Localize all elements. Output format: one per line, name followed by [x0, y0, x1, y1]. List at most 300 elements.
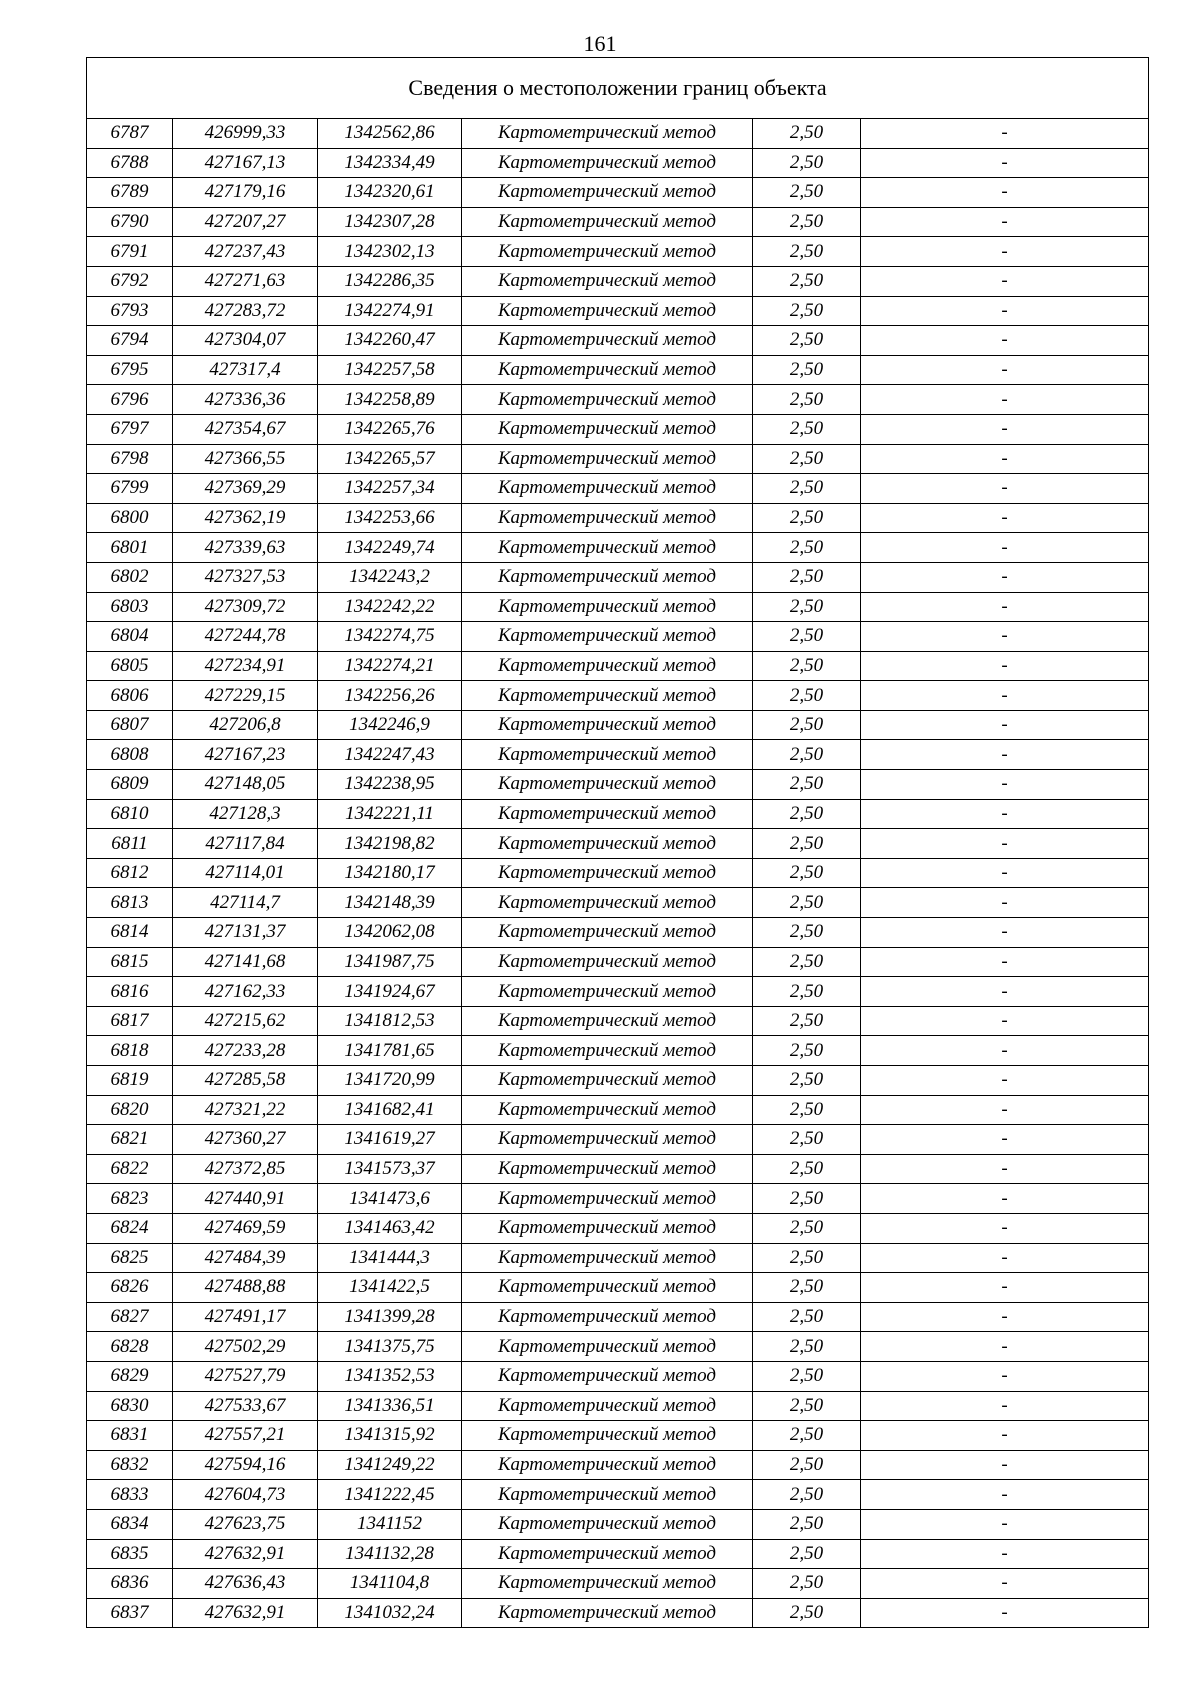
point-number-cell: 6793 [87, 296, 173, 326]
x-coordinate-cell: 427114,7 [173, 888, 318, 918]
accuracy-cell: 2,50 [753, 1273, 861, 1303]
y-coordinate-cell: 1342148,39 [318, 888, 462, 918]
accuracy-cell: 2,50 [753, 1184, 861, 1214]
accuracy-cell: 2,50 [753, 799, 861, 829]
method-cell: Картометрический метод [462, 858, 753, 888]
method-cell: Картометрический метод [462, 1480, 753, 1510]
point-number-cell: 6795 [87, 355, 173, 385]
y-coordinate-cell: 1342265,57 [318, 444, 462, 474]
method-cell: Картометрический метод [462, 1450, 753, 1480]
y-coordinate-cell: 1341222,45 [318, 1480, 462, 1510]
accuracy-cell: 2,50 [753, 592, 861, 622]
x-coordinate-cell: 427327,53 [173, 562, 318, 592]
point-number-cell: 6809 [87, 770, 173, 800]
y-coordinate-cell: 1342062,08 [318, 918, 462, 948]
x-coordinate-cell: 427233,28 [173, 1036, 318, 1066]
method-cell: Картометрический метод [462, 592, 753, 622]
accuracy-cell: 2,50 [753, 503, 861, 533]
point-number-cell: 6792 [87, 266, 173, 296]
point-number-cell: 6826 [87, 1273, 173, 1303]
description-cell: - [861, 977, 1149, 1007]
description-cell: - [861, 1421, 1149, 1451]
y-coordinate-cell: 1341473,6 [318, 1184, 462, 1214]
x-coordinate-cell: 427117,84 [173, 829, 318, 859]
x-coordinate-cell: 427285,58 [173, 1066, 318, 1096]
accuracy-cell: 2,50 [753, 947, 861, 977]
method-cell: Картометрический метод [462, 829, 753, 859]
y-coordinate-cell: 1341352,53 [318, 1361, 462, 1391]
y-coordinate-cell: 1342221,11 [318, 799, 462, 829]
method-cell: Картометрический метод [462, 1598, 753, 1628]
table-row [87, 1302, 1149, 1332]
y-coordinate-cell: 1341444,3 [318, 1243, 462, 1273]
accuracy-cell: 2,50 [753, 740, 861, 770]
description-cell: - [861, 918, 1149, 948]
table-row [87, 148, 1149, 178]
y-coordinate-cell: 1342562,86 [318, 119, 462, 149]
point-number-cell: 6787 [87, 119, 173, 149]
description-cell: - [861, 1302, 1149, 1332]
description-cell: - [861, 1569, 1149, 1599]
method-cell: Картометрический метод [462, 414, 753, 444]
description-cell: - [861, 414, 1149, 444]
accuracy-cell: 2,50 [753, 1095, 861, 1125]
table-row [87, 1125, 1149, 1155]
description-cell: - [861, 148, 1149, 178]
table-body [87, 119, 1149, 1628]
accuracy-cell: 2,50 [753, 1361, 861, 1391]
point-number-cell: 6822 [87, 1154, 173, 1184]
x-coordinate-cell: 427271,63 [173, 266, 318, 296]
method-cell: Картометрический метод [462, 1036, 753, 1066]
point-number-cell: 6832 [87, 1450, 173, 1480]
point-number-cell: 6801 [87, 533, 173, 563]
table-row [87, 1243, 1149, 1273]
point-number-cell: 6819 [87, 1066, 173, 1096]
x-coordinate-cell: 427283,72 [173, 296, 318, 326]
accuracy-cell: 2,50 [753, 622, 861, 652]
y-coordinate-cell: 1341249,22 [318, 1450, 462, 1480]
description-cell: - [861, 770, 1149, 800]
point-number-cell: 6812 [87, 858, 173, 888]
table-row [87, 207, 1149, 237]
y-coordinate-cell: 1342274,21 [318, 651, 462, 681]
table-row [87, 799, 1149, 829]
point-number-cell: 6811 [87, 829, 173, 859]
method-cell: Картометрический метод [462, 296, 753, 326]
table-title: Сведения о местоположении границ объекта [87, 58, 1149, 119]
point-number-cell: 6817 [87, 1006, 173, 1036]
table-row [87, 266, 1149, 296]
accuracy-cell: 2,50 [753, 237, 861, 267]
point-number-cell: 6804 [87, 622, 173, 652]
point-number-cell: 6835 [87, 1539, 173, 1569]
description-cell: - [861, 1006, 1149, 1036]
boundary-table [86, 57, 1149, 1628]
description-cell: - [861, 592, 1149, 622]
table-row [87, 592, 1149, 622]
accuracy-cell: 2,50 [753, 1480, 861, 1510]
method-cell: Картометрический метод [462, 1006, 753, 1036]
x-coordinate-cell: 427354,67 [173, 414, 318, 444]
accuracy-cell: 2,50 [753, 266, 861, 296]
table-row [87, 1598, 1149, 1628]
point-number-cell: 6827 [87, 1302, 173, 1332]
table-row [87, 1184, 1149, 1214]
table-row [87, 1509, 1149, 1539]
description-cell: - [861, 266, 1149, 296]
description-cell: - [861, 1509, 1149, 1539]
x-coordinate-cell: 427304,07 [173, 326, 318, 356]
table-row [87, 178, 1149, 208]
point-number-cell: 6807 [87, 710, 173, 740]
point-number-cell: 6836 [87, 1569, 173, 1599]
x-coordinate-cell: 427229,15 [173, 681, 318, 711]
x-coordinate-cell: 427469,59 [173, 1213, 318, 1243]
method-cell: Картометрический метод [462, 710, 753, 740]
point-number-cell: 6790 [87, 207, 173, 237]
accuracy-cell: 2,50 [753, 651, 861, 681]
x-coordinate-cell: 427502,29 [173, 1332, 318, 1362]
point-number-cell: 6797 [87, 414, 173, 444]
description-cell: - [861, 326, 1149, 356]
method-cell: Картометрический метод [462, 1421, 753, 1451]
accuracy-cell: 2,50 [753, 977, 861, 1007]
method-cell: Картометрический метод [462, 207, 753, 237]
table-row [87, 237, 1149, 267]
table-row [87, 1480, 1149, 1510]
description-cell: - [861, 829, 1149, 859]
y-coordinate-cell: 1341987,75 [318, 947, 462, 977]
description-cell: - [861, 622, 1149, 652]
y-coordinate-cell: 1342260,47 [318, 326, 462, 356]
accuracy-cell: 2,50 [753, 858, 861, 888]
table-row [87, 1095, 1149, 1125]
table-row [87, 1539, 1149, 1569]
accuracy-cell: 2,50 [753, 385, 861, 415]
x-coordinate-cell: 427623,75 [173, 1509, 318, 1539]
accuracy-cell: 2,50 [753, 1302, 861, 1332]
description-cell: - [861, 1480, 1149, 1510]
description-cell: - [861, 1125, 1149, 1155]
accuracy-cell: 2,50 [753, 1332, 861, 1362]
description-cell: - [861, 1391, 1149, 1421]
x-coordinate-cell: 427321,22 [173, 1095, 318, 1125]
x-coordinate-cell: 426999,33 [173, 119, 318, 149]
table-title-row [87, 58, 1149, 119]
table-row [87, 1154, 1149, 1184]
y-coordinate-cell: 1341399,28 [318, 1302, 462, 1332]
table-row [87, 829, 1149, 859]
description-cell: - [861, 296, 1149, 326]
point-number-cell: 6796 [87, 385, 173, 415]
accuracy-cell: 2,50 [753, 1539, 861, 1569]
method-cell: Картометрический метод [462, 444, 753, 474]
x-coordinate-cell: 427366,55 [173, 444, 318, 474]
method-cell: Картометрический метод [462, 1095, 753, 1125]
y-coordinate-cell: 1342246,9 [318, 710, 462, 740]
table-row [87, 562, 1149, 592]
x-coordinate-cell: 427527,79 [173, 1361, 318, 1391]
y-coordinate-cell: 1341682,41 [318, 1095, 462, 1125]
x-coordinate-cell: 427440,91 [173, 1184, 318, 1214]
y-coordinate-cell: 1341619,27 [318, 1125, 462, 1155]
method-cell: Картометрический метод [462, 799, 753, 829]
point-number-cell: 6808 [87, 740, 173, 770]
point-number-cell: 6816 [87, 977, 173, 1007]
description-cell: - [861, 858, 1149, 888]
y-coordinate-cell: 1341336,51 [318, 1391, 462, 1421]
accuracy-cell: 2,50 [753, 1006, 861, 1036]
description-cell: - [861, 355, 1149, 385]
x-coordinate-cell: 427372,85 [173, 1154, 318, 1184]
description-cell: - [861, 1361, 1149, 1391]
x-coordinate-cell: 427594,16 [173, 1450, 318, 1480]
y-coordinate-cell: 1341132,28 [318, 1539, 462, 1569]
point-number-cell: 6828 [87, 1332, 173, 1362]
table-row [87, 474, 1149, 504]
table-row [87, 296, 1149, 326]
y-coordinate-cell: 1342334,49 [318, 148, 462, 178]
description-cell: - [861, 888, 1149, 918]
x-coordinate-cell: 427484,39 [173, 1243, 318, 1273]
accuracy-cell: 2,50 [753, 414, 861, 444]
accuracy-cell: 2,50 [753, 1598, 861, 1628]
table-row [87, 888, 1149, 918]
point-number-cell: 6823 [87, 1184, 173, 1214]
accuracy-cell: 2,50 [753, 888, 861, 918]
description-cell: - [861, 1066, 1149, 1096]
point-number-cell: 6788 [87, 148, 173, 178]
table-row [87, 119, 1149, 149]
method-cell: Картометрический метод [462, 918, 753, 948]
accuracy-cell: 2,50 [753, 681, 861, 711]
description-cell: - [861, 1243, 1149, 1273]
x-coordinate-cell: 427339,63 [173, 533, 318, 563]
description-cell: - [861, 1184, 1149, 1214]
x-coordinate-cell: 427533,67 [173, 1391, 318, 1421]
method-cell: Картометрический метод [462, 1361, 753, 1391]
table-row [87, 1361, 1149, 1391]
x-coordinate-cell: 427179,16 [173, 178, 318, 208]
accuracy-cell: 2,50 [753, 710, 861, 740]
accuracy-cell: 2,50 [753, 1036, 861, 1066]
method-cell: Картометрический метод [462, 947, 753, 977]
x-coordinate-cell: 427234,91 [173, 651, 318, 681]
y-coordinate-cell: 1342256,26 [318, 681, 462, 711]
accuracy-cell: 2,50 [753, 1213, 861, 1243]
method-cell: Картометрический метод [462, 770, 753, 800]
description-cell: - [861, 474, 1149, 504]
accuracy-cell: 2,50 [753, 326, 861, 356]
y-coordinate-cell: 1341924,67 [318, 977, 462, 1007]
table-row [87, 681, 1149, 711]
point-number-cell: 6821 [87, 1125, 173, 1155]
description-cell: - [861, 1095, 1149, 1125]
method-cell: Картометрический метод [462, 651, 753, 681]
y-coordinate-cell: 1342198,82 [318, 829, 462, 859]
description-cell: - [861, 237, 1149, 267]
y-coordinate-cell: 1342274,75 [318, 622, 462, 652]
x-coordinate-cell: 427128,3 [173, 799, 318, 829]
accuracy-cell: 2,50 [753, 1421, 861, 1451]
y-coordinate-cell: 1342242,22 [318, 592, 462, 622]
point-number-cell: 6818 [87, 1036, 173, 1066]
x-coordinate-cell: 427632,91 [173, 1598, 318, 1628]
method-cell: Картометрический метод [462, 355, 753, 385]
accuracy-cell: 2,50 [753, 1243, 861, 1273]
accuracy-cell: 2,50 [753, 207, 861, 237]
y-coordinate-cell: 1342257,34 [318, 474, 462, 504]
y-coordinate-cell: 1341720,99 [318, 1066, 462, 1096]
y-coordinate-cell: 1342253,66 [318, 503, 462, 533]
method-cell: Картометрический метод [462, 178, 753, 208]
method-cell: Картометрический метод [462, 977, 753, 1007]
description-cell: - [861, 651, 1149, 681]
point-number-cell: 6815 [87, 947, 173, 977]
x-coordinate-cell: 427237,43 [173, 237, 318, 267]
description-cell: - [861, 1036, 1149, 1066]
y-coordinate-cell: 1342274,91 [318, 296, 462, 326]
method-cell: Картометрический метод [462, 1332, 753, 1362]
accuracy-cell: 2,50 [753, 1391, 861, 1421]
y-coordinate-cell: 1341463,42 [318, 1213, 462, 1243]
method-cell: Картометрический метод [462, 1184, 753, 1214]
method-cell: Картометрический метод [462, 503, 753, 533]
table-row [87, 1421, 1149, 1451]
point-number-cell: 6825 [87, 1243, 173, 1273]
y-coordinate-cell: 1341573,37 [318, 1154, 462, 1184]
x-coordinate-cell: 427141,68 [173, 947, 318, 977]
description-cell: - [861, 681, 1149, 711]
x-coordinate-cell: 427491,17 [173, 1302, 318, 1332]
description-cell: - [861, 119, 1149, 149]
x-coordinate-cell: 427488,88 [173, 1273, 318, 1303]
method-cell: Картометрический метод [462, 1539, 753, 1569]
page-number: 161 [583, 31, 617, 56]
x-coordinate-cell: 427244,78 [173, 622, 318, 652]
accuracy-cell: 2,50 [753, 355, 861, 385]
description-cell: - [861, 562, 1149, 592]
x-coordinate-cell: 427162,33 [173, 977, 318, 1007]
description-cell: - [861, 1154, 1149, 1184]
point-number-cell: 6802 [87, 562, 173, 592]
y-coordinate-cell: 1341315,92 [318, 1421, 462, 1451]
point-number-cell: 6794 [87, 326, 173, 356]
accuracy-cell: 2,50 [753, 918, 861, 948]
accuracy-cell: 2,50 [753, 1509, 861, 1539]
point-number-cell: 6789 [87, 178, 173, 208]
method-cell: Картометрический метод [462, 533, 753, 563]
method-cell: Картометрический метод [462, 148, 753, 178]
method-cell: Картометрический метод [462, 681, 753, 711]
y-coordinate-cell: 1342286,35 [318, 266, 462, 296]
point-number-cell: 6791 [87, 237, 173, 267]
x-coordinate-cell: 427369,29 [173, 474, 318, 504]
table-row [87, 1273, 1149, 1303]
point-number-cell: 6829 [87, 1361, 173, 1391]
table-row [87, 1450, 1149, 1480]
y-coordinate-cell: 1341422,5 [318, 1273, 462, 1303]
table-row [87, 1213, 1149, 1243]
description-cell: - [861, 503, 1149, 533]
point-number-cell: 6803 [87, 592, 173, 622]
y-coordinate-cell: 1341812,53 [318, 1006, 462, 1036]
y-coordinate-cell: 1341032,24 [318, 1598, 462, 1628]
x-coordinate-cell: 427114,01 [173, 858, 318, 888]
table-row [87, 1036, 1149, 1066]
accuracy-cell: 2,50 [753, 178, 861, 208]
table-row [87, 414, 1149, 444]
y-coordinate-cell: 1341781,65 [318, 1036, 462, 1066]
x-coordinate-cell: 427215,62 [173, 1006, 318, 1036]
x-coordinate-cell: 427317,4 [173, 355, 318, 385]
x-coordinate-cell: 427309,72 [173, 592, 318, 622]
method-cell: Картометрический метод [462, 1154, 753, 1184]
x-coordinate-cell: 427362,19 [173, 503, 318, 533]
accuracy-cell: 2,50 [753, 148, 861, 178]
point-number-cell: 6830 [87, 1391, 173, 1421]
point-number-cell: 6806 [87, 681, 173, 711]
point-number-cell: 6810 [87, 799, 173, 829]
accuracy-cell: 2,50 [753, 829, 861, 859]
accuracy-cell: 2,50 [753, 533, 861, 563]
accuracy-cell: 2,50 [753, 1154, 861, 1184]
description-cell: - [861, 1539, 1149, 1569]
method-cell: Картометрический метод [462, 622, 753, 652]
description-cell: - [861, 444, 1149, 474]
point-number-cell: 6831 [87, 1421, 173, 1451]
point-number-cell: 6800 [87, 503, 173, 533]
x-coordinate-cell: 427207,27 [173, 207, 318, 237]
method-cell: Картометрический метод [462, 237, 753, 267]
method-cell: Картометрический метод [462, 119, 753, 149]
y-coordinate-cell: 1342302,13 [318, 237, 462, 267]
table-row [87, 326, 1149, 356]
y-coordinate-cell: 1342249,74 [318, 533, 462, 563]
point-number-cell: 6820 [87, 1095, 173, 1125]
x-coordinate-cell: 427167,13 [173, 148, 318, 178]
method-cell: Картометрический метод [462, 326, 753, 356]
table-row [87, 1391, 1149, 1421]
accuracy-cell: 2,50 [753, 1569, 861, 1599]
y-coordinate-cell: 1342320,61 [318, 178, 462, 208]
point-number-cell: 6798 [87, 444, 173, 474]
y-coordinate-cell: 1342265,76 [318, 414, 462, 444]
method-cell: Картометрический метод [462, 740, 753, 770]
table-row [87, 1569, 1149, 1599]
y-coordinate-cell: 1342258,89 [318, 385, 462, 415]
method-cell: Картометрический метод [462, 1125, 753, 1155]
accuracy-cell: 2,50 [753, 474, 861, 504]
description-cell: - [861, 1213, 1149, 1243]
table-row [87, 740, 1149, 770]
description-cell: - [861, 1598, 1149, 1628]
boundary-table-container [86, 57, 1148, 1628]
accuracy-cell: 2,50 [753, 119, 861, 149]
table-row [87, 710, 1149, 740]
x-coordinate-cell: 427148,05 [173, 770, 318, 800]
table-row [87, 355, 1149, 385]
method-cell: Картометрический метод [462, 1509, 753, 1539]
y-coordinate-cell: 1341375,75 [318, 1332, 462, 1362]
description-cell: - [861, 947, 1149, 977]
description-cell: - [861, 1273, 1149, 1303]
description-cell: - [861, 385, 1149, 415]
description-cell: - [861, 207, 1149, 237]
point-number-cell: 6833 [87, 1480, 173, 1510]
method-cell: Картометрический метод [462, 385, 753, 415]
